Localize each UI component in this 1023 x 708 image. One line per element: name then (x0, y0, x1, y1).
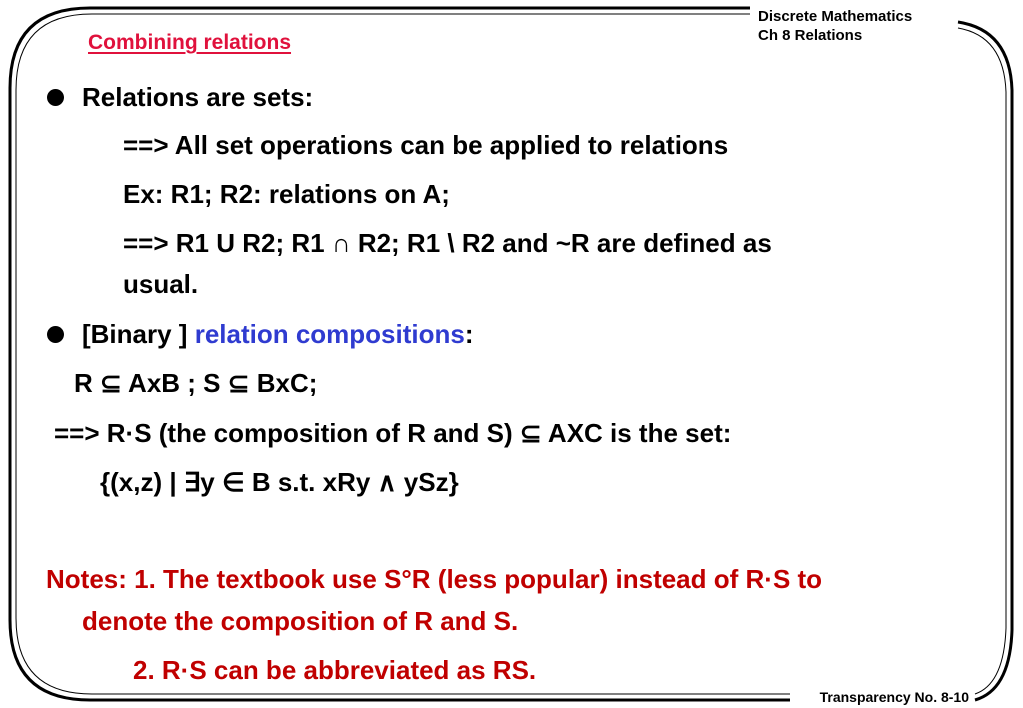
notes-line2: denote the composition of R and S. (82, 606, 519, 636)
bullet-binary-highlight: relation compositions (194, 319, 465, 349)
definition-line1: R ⊆ AxB ; S ⊆ BxC; (74, 368, 318, 398)
notes-line1: Notes: 1. The textbook use S°R (less popular) instead of R·S to (46, 564, 823, 594)
sub-bullet-set-operations: ==> All set operations can be applied to relations (123, 130, 729, 160)
sub-bullet-defined-line1: ==> R1 U R2; R1 ∩ R2; R1 \ R2 and ~R are defined as (123, 228, 772, 258)
slide-title: Combining relations (88, 31, 292, 54)
bullet-relations-are-sets: Relations are sets: (82, 82, 314, 112)
bullet-dot-icon (47, 326, 64, 343)
definition-line2: ==> R·S (the composition of R and S) ⊆ AXC is the set: (54, 418, 732, 448)
bullet-binary-suffix: : (464, 319, 474, 349)
sub-bullet-defined-line2: usual. (123, 269, 199, 299)
footer-transparency-number: Transparency No. 8-10 (819, 689, 969, 705)
bullet-dot-icon (47, 89, 64, 106)
notes-line3: 2. R·S can be abbreviated as RS. (133, 655, 537, 685)
bullet-binary-compositions (82, 319, 474, 349)
definition-line3: {(x,z) | ∃y ∈ B s.t. xRy ∧ ySz} (100, 467, 459, 497)
header-chapter: Ch 8 Relations (758, 27, 863, 44)
sub-bullet-example: Ex: R1; R2: relations on A; (123, 179, 450, 209)
bullet-binary-prefix: [Binary ] (82, 319, 188, 349)
header-course: Discrete Mathematics (758, 8, 913, 25)
